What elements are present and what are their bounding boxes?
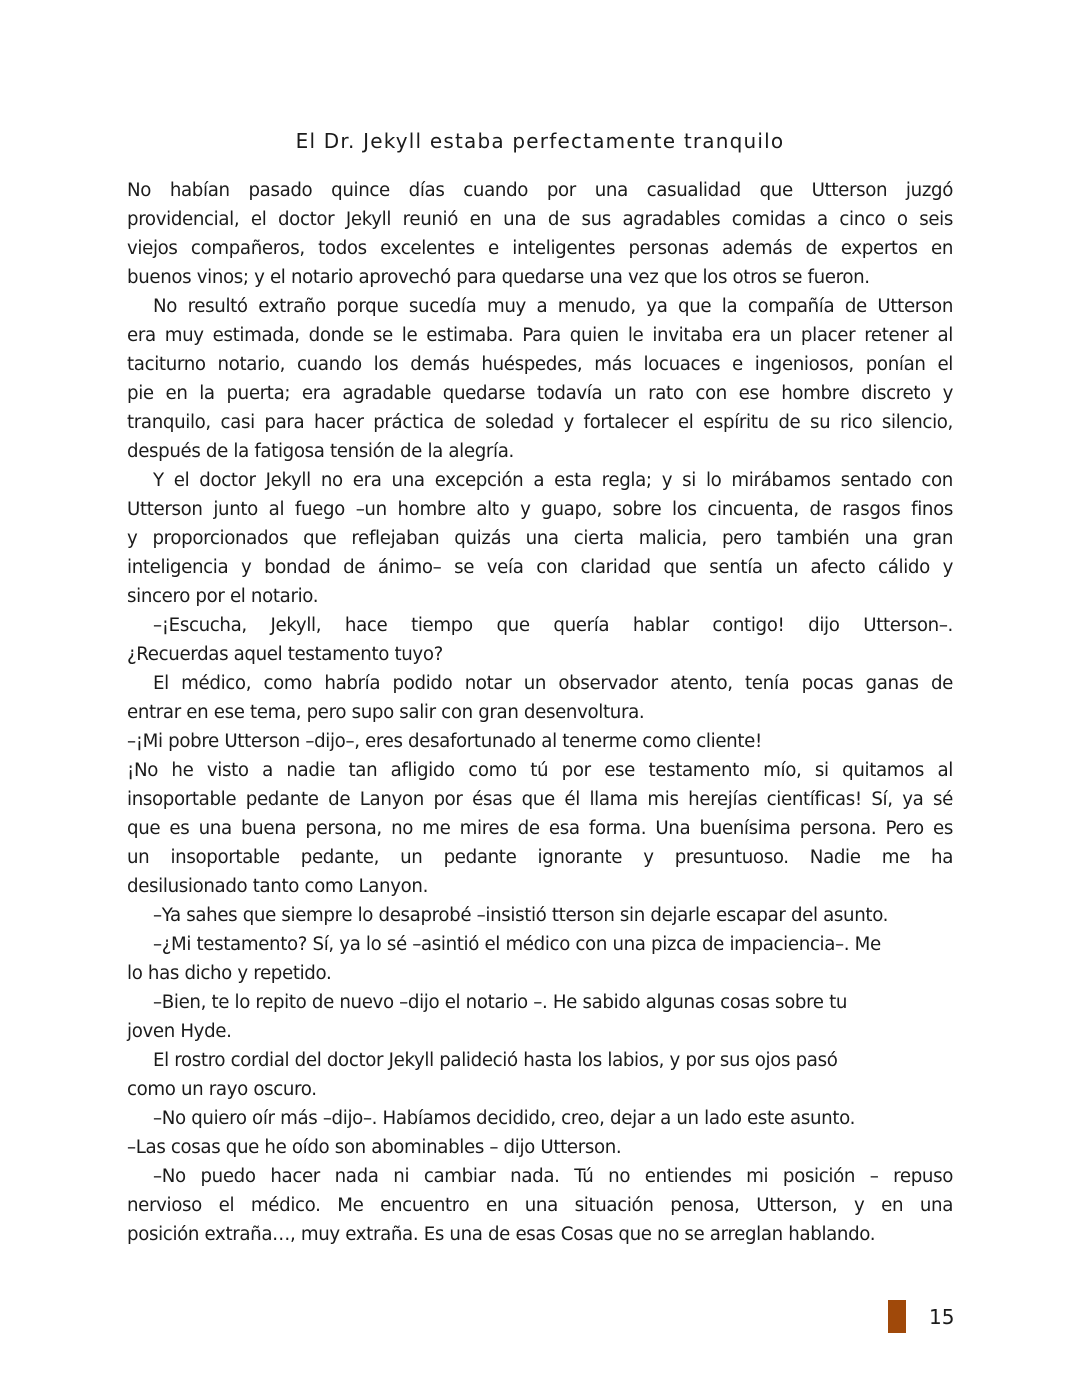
text-line: –No quiero oír más –dijo–. Habíamos decidido, creo, dejar a un lado este asunto. xyxy=(153,1108,856,1129)
text-line: buenos vinos; y el notario aprovechó para quedarse una vez que los otros se fueron. xyxy=(127,267,870,288)
text-line: era muy estimada, donde se le estimaba. Para quien le invitaba era un placer retener al xyxy=(127,325,953,346)
text-line: nervioso el médico. Me encuentro en una situación penosa, Utterson, y en una xyxy=(127,1195,953,1216)
text-line: un insoportable pedante, un pedante ignorante y presuntuoso. Nadie me ha xyxy=(127,847,953,868)
text-line: ¡No he visto a nadie tan afligido como tú por ese testamento mío, si quitamos al xyxy=(127,760,953,781)
text-line: después de la fatigosa tensión de la alegría. xyxy=(127,441,514,462)
text-line: pie en la puerta; era agradable quedarse todavía un rato con ese hombre discreto y xyxy=(127,383,953,404)
text-line: El médico, como habría podido notar un observador atento, tenía pocas ganas de xyxy=(153,673,953,694)
text-line: El rostro cordial del doctor Jekyll palideció hasta los labios, y por sus ojos pasó xyxy=(153,1050,838,1071)
page-number: 15 xyxy=(929,1305,955,1329)
body-text xyxy=(127,176,953,1249)
text-line: –No puedo hacer nada ni cambiar nada. Tú no entiendes mi posición – repuso xyxy=(153,1166,953,1187)
text-line: lo has dicho y repetido. xyxy=(127,963,332,984)
text-line: insoportable pedante de Lanyon por ésas que él llama mis herejías científicas! Sí, ya sé xyxy=(127,789,953,810)
text-line: –¡Escucha, Jekyll, hace tiempo que quería hablar contigo! dijo Utterson–. xyxy=(153,615,953,636)
text-line: –¿Mi testamento? Sí, ya lo sé –asintió el médico con una pizca de impaciencia–. Me xyxy=(153,934,881,955)
text-line: ¿Recuerdas aquel testamento tuyo? xyxy=(127,644,443,665)
text-line: tranquilo, casi para hacer práctica de soledad y fortalecer el espíritu de su rico silencio, xyxy=(127,412,953,433)
text-line: posición extraña…, muy extraña. Es una de esas Cosas que no se arreglan hablando. xyxy=(127,1224,876,1245)
text-line: –Bien, te lo repito de nuevo –dijo el notario –. He sabido algunas cosas sobre tu xyxy=(153,992,848,1013)
text-line: providencial, el doctor Jekyll reunió en una de sus agradables comidas a cinco o seis xyxy=(127,209,953,230)
text-line: viejos compañeros, todos excelentes e inteligentes personas además de expertos en xyxy=(127,238,953,259)
text-line: –Las cosas que he oído son abominables – dijo Utterson. xyxy=(127,1137,622,1158)
text-line: desilusionado tanto como Lanyon. xyxy=(127,876,429,897)
text-line: No habían pasado quince días cuando por una casualidad que Utterson juzgó xyxy=(127,180,953,201)
text-line: joven Hyde. xyxy=(127,1021,232,1042)
text-line: y proporcionados que reflejaban quizás una cierta malicia, pero también una gran xyxy=(127,528,953,549)
text-line: sincero por el notario. xyxy=(127,586,319,607)
text-line: Utterson junto al fuego –un hombre alto y guapo, sobre los cincuenta, de rasgos finos xyxy=(127,499,953,520)
text-line: entrar en ese tema, pero supo salir con gran desenvoltura. xyxy=(127,702,645,723)
text-line: –¡Mi pobre Utterson –dijo–, eres desafortunado al tenerme como cliente! xyxy=(127,731,762,752)
text-line: –Ya sahes que siempre lo desaprobé –insistió tterson sin dejarle escapar del asunto. xyxy=(153,905,889,926)
text-line: Y el doctor Jekyll no era una excepción a esta regla; y si lo mirábamos sentado con xyxy=(153,470,953,491)
text-line: taciturno notario, cuando los demás huéspedes, más locuaces e ingeniosos, ponían el xyxy=(127,354,953,375)
text-line: inteligencia y bondad de ánimo– se veía con claridad que sentía un afecto cálido y xyxy=(127,557,953,578)
page-marker-bar xyxy=(888,1300,906,1333)
chapter-title: El Dr. Jekyll estaba perfectamente tranquilo xyxy=(295,129,785,153)
text-line: como un rayo oscuro. xyxy=(127,1079,317,1100)
text-line: que es una buena persona, no me mires de esa forma. Una buenísima persona. Pero es xyxy=(127,818,953,839)
text-line: No resultó extraño porque sucedía muy a menudo, ya que la compañía de Utterson xyxy=(153,296,953,317)
